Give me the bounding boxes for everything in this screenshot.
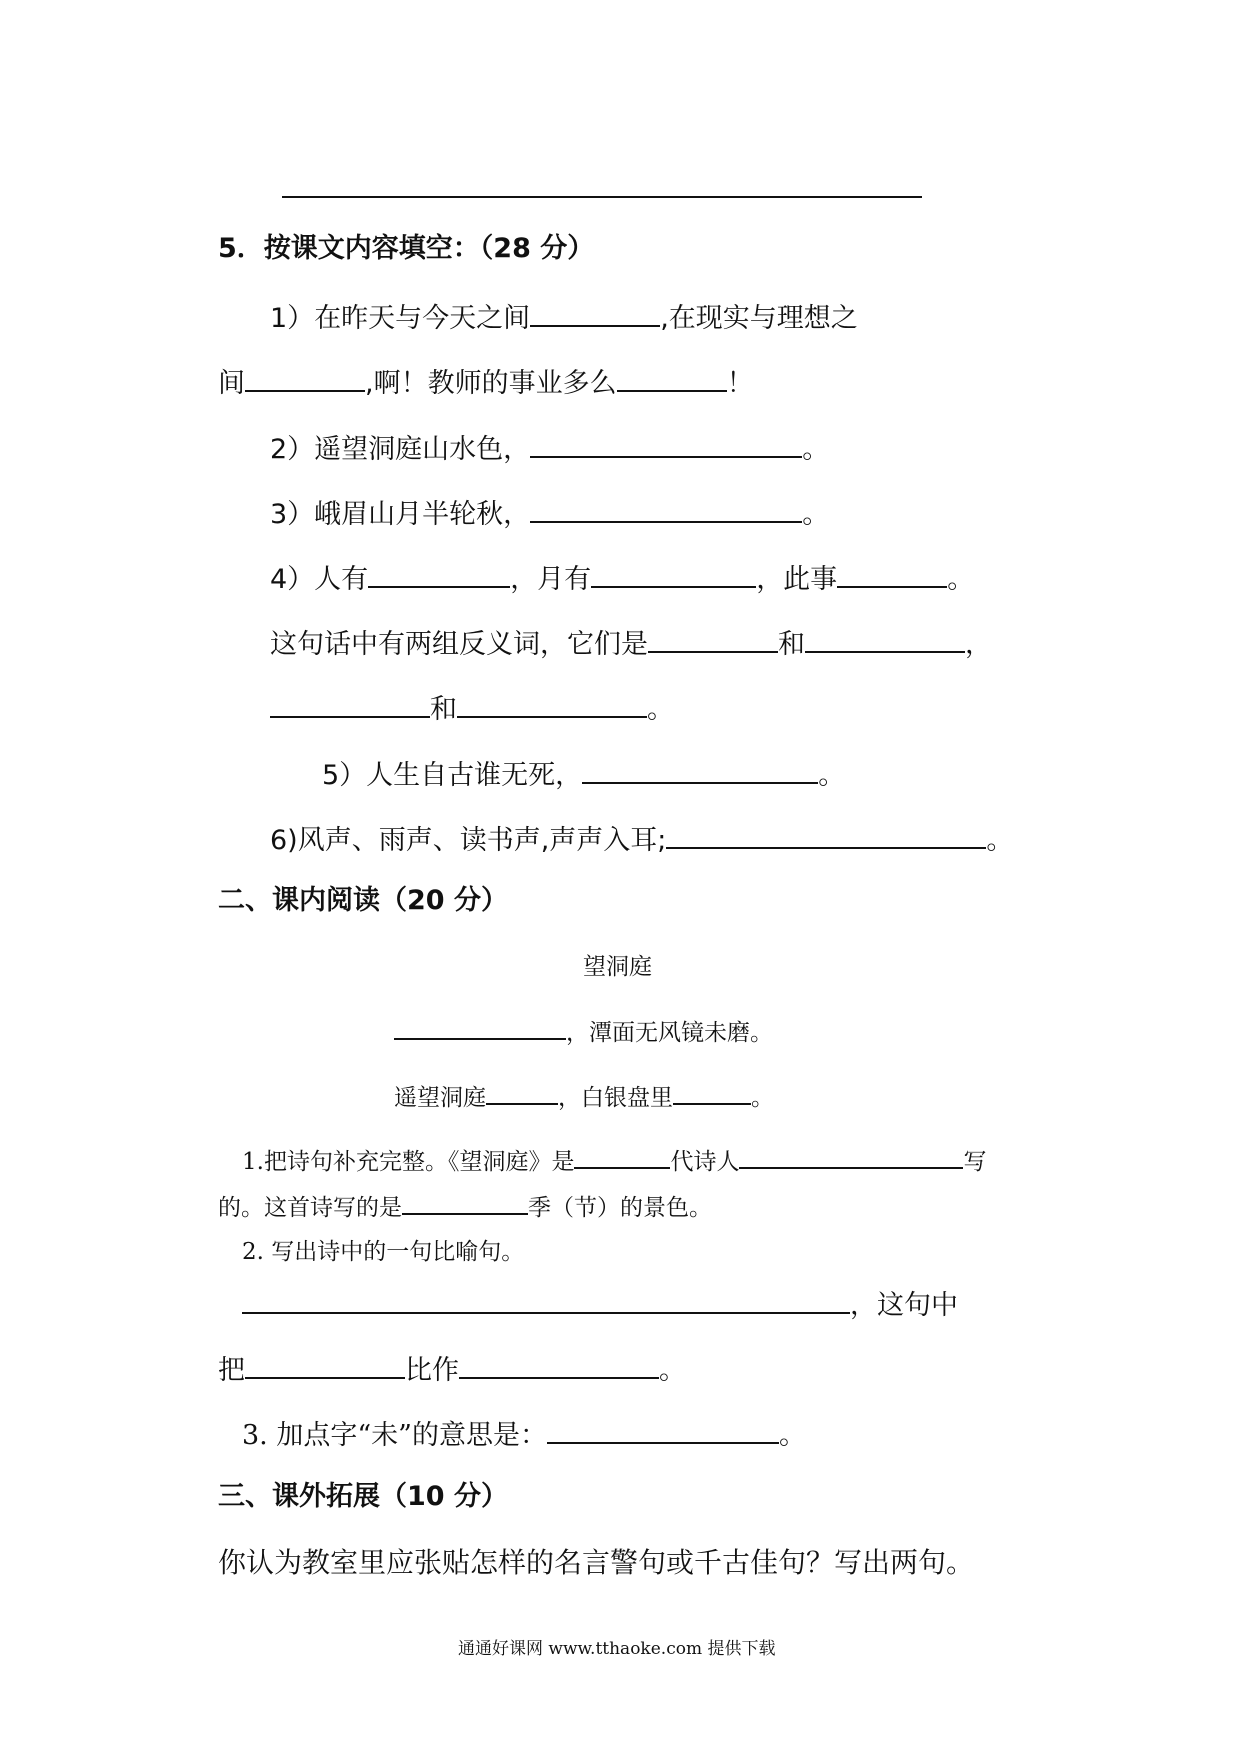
sec2-q3-text: 3. 加点字“未”的意思是： [242, 1420, 547, 1451]
poem-line1-text: ，潭面无风镜未磨。 [566, 1020, 773, 1046]
answer-blank[interactable] [368, 559, 510, 588]
q5-item5-text: 5）人生自古谁无死， [322, 760, 583, 791]
period: 。 [947, 564, 975, 595]
q5-item4-question-line2 [270, 689, 674, 727]
answer-blank[interactable] [837, 559, 947, 588]
period: 。 [647, 694, 674, 725]
sec2-q3 [242, 1415, 806, 1453]
poem-line2-text-b: ，白银盘里 [558, 1085, 673, 1111]
sec3-title: 三、课外拓展（10 分） [218, 1481, 508, 1512]
period: 。 [818, 760, 846, 791]
answer-blank[interactable] [582, 755, 818, 784]
q5-item4-text-b: ，月有 [510, 564, 592, 595]
answer-blank[interactable] [394, 1015, 566, 1040]
sec2-title: 二、课内阅读（20 分） [218, 885, 508, 916]
answer-blank[interactable] [648, 624, 778, 653]
period: 。 [802, 499, 830, 530]
period: 。 [986, 825, 1014, 856]
q5-item3 [270, 494, 829, 532]
q5-item1-text-c: 间 [218, 368, 245, 399]
period: 。 [659, 1355, 686, 1386]
q5-item4-question-line1 [270, 624, 992, 662]
answer-blank[interactable] [242, 1285, 850, 1314]
answer-blank[interactable] [459, 1350, 659, 1379]
answer-blank[interactable] [617, 363, 727, 392]
answer-blank[interactable] [486, 1080, 558, 1105]
q5-item6 [270, 820, 1013, 858]
q5-item4-question-text: 这句话中有两组反义词，它们是 [270, 629, 648, 660]
sec2-q2: 2. 写出诗中的一句比喻句。 [242, 1239, 525, 1265]
sec2-q1-text-e: 季（节）的景色。 [528, 1195, 712, 1221]
sec2-q1-text-c: 写 [963, 1149, 987, 1175]
poem-line1 [394, 1015, 773, 1050]
answer-blank[interactable] [457, 689, 647, 718]
and-text: 和 [430, 694, 457, 725]
answer-blank[interactable] [245, 1350, 405, 1379]
answer-blank[interactable] [739, 1144, 963, 1169]
sec2-q1-line2 [218, 1190, 712, 1225]
answer-blank[interactable] [673, 1080, 751, 1105]
sec2-q1-text-b: 代诗人 [670, 1149, 740, 1175]
answer-blank[interactable] [574, 1144, 670, 1169]
answer-blank[interactable] [530, 429, 802, 458]
answer-blank[interactable] [666, 820, 986, 849]
sec3-prompt: 你认为教室里应张贴怎样的名言警句或千古佳句？写出两句。 [218, 1546, 975, 1579]
q5-item2 [270, 429, 829, 467]
comma: ， [965, 629, 992, 660]
answer-blank[interactable] [245, 363, 365, 392]
q5-item6-text: 6)风声、雨声、读书声,声声入耳; [270, 825, 667, 856]
sec2-q2-tail: ，这句中 [850, 1290, 958, 1321]
answer-blank[interactable] [530, 298, 660, 327]
q5-title: 5．按课文内容填空：（28 分） [218, 233, 595, 264]
answer-blank[interactable] [270, 689, 430, 718]
answer-blank[interactable] [402, 1190, 528, 1215]
poem-line2-text-a: 遥望洞庭 [394, 1085, 486, 1111]
answer-blank[interactable] [591, 559, 756, 588]
q5-item4 [270, 559, 974, 597]
poem-line2 [394, 1080, 774, 1115]
q5-item5 [322, 755, 845, 793]
q5-item4-text-a: 4）人有 [270, 564, 369, 595]
footer-credit: 通通好课网 www.tthaoke.com 提供下载 [458, 1639, 776, 1659]
and-text: 和 [778, 629, 805, 660]
q5-item1-line1 [270, 298, 858, 336]
answer-blank[interactable] [805, 624, 965, 653]
q5-item1-text-d: ,啊！教师的事业多么 [365, 368, 617, 399]
top-answer-line [282, 196, 922, 198]
poem-title: 望洞庭 [583, 954, 652, 980]
sec2-q2-text-b: 把 [218, 1355, 245, 1386]
q5-item4-text-c: ，此事 [756, 564, 838, 595]
q5-item3-text: 3）峨眉山月半轮秋， [270, 499, 531, 530]
q5-item1-text-e: ！ [726, 368, 754, 399]
sec2-q2-metaphor-line [218, 1350, 686, 1388]
sec2-q1-text-a: 1.把诗句补充完整。《望洞庭》是 [242, 1149, 575, 1175]
sec2-q1-text-d: 的。这首诗写的是 [218, 1195, 402, 1221]
q5-item1-line2 [218, 363, 754, 401]
period: 。 [802, 434, 830, 465]
q5-item2-text: 2）遥望洞庭山水色， [270, 434, 531, 465]
sec2-q1-line1 [242, 1144, 986, 1179]
answer-blank[interactable] [547, 1415, 779, 1444]
period: 。 [751, 1085, 774, 1111]
sec2-q2-answer-line [242, 1285, 958, 1323]
q5-item1-text-a: 1）在昨天与今天之间 [270, 303, 531, 334]
q5-item1-text-b: ,在现实与理想之 [660, 303, 858, 334]
sec2-q2-text-c: 比作 [405, 1355, 459, 1386]
answer-blank[interactable] [530, 494, 802, 523]
period: 。 [778, 1420, 806, 1451]
